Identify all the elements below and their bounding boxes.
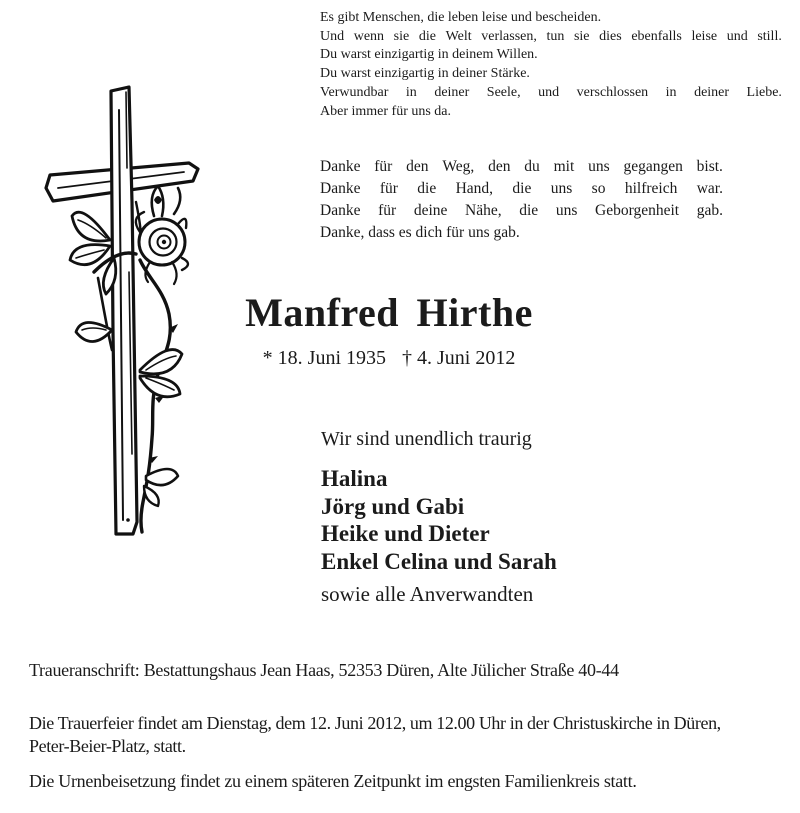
- thanks-block: [320, 156, 723, 244]
- rose-leaf-cluster-right: [140, 350, 182, 397]
- thanks-line: Danke für die Hand, die uns so hilfreich war.: [320, 180, 723, 197]
- mourners-block: [321, 427, 557, 607]
- funeral-service-line: Die Trauerfeier findet am Dienstag, dem 12. Juni 2012, um 12.00 Uhr in der Christuskirche in Düren,: [29, 713, 721, 733]
- rose-leaf-cluster-left: [70, 212, 116, 294]
- mourner-name: Heike und Dieter: [321, 521, 490, 546]
- poem-line: Du warst einzigartig in deiner Stärke.: [320, 66, 530, 82]
- deceased-name: Manfred Hirthe: [245, 290, 533, 335]
- thanks-line: Danke für deine Nähe, die uns Geborgenheit gab.: [320, 202, 723, 219]
- mourner-name: Jörg und Gabi: [321, 493, 465, 519]
- mourning-outro: sowie alle Anverwandten: [321, 582, 534, 606]
- mourner-name: Halina: [321, 466, 388, 491]
- mourner-list: [321, 465, 557, 575]
- rose-bloom: [136, 212, 188, 284]
- rose-leaf-bottom: [144, 469, 178, 506]
- funeral-service-line: Peter-Beier-Platz, statt.: [29, 736, 186, 756]
- burial-info: Die Urnenbeisetzung findet zu einem späteren Zeitpunkt im engsten Familienkreis statt.: [29, 771, 637, 791]
- death-date: † 4. Juni 2012: [402, 347, 516, 369]
- life-dates: [228, 346, 550, 370]
- thanks-line: Danke für den Weg, den du mit uns gegangen bist.: [320, 158, 723, 175]
- funeral-address: Traueranschrift: Bestattungshaus Jean Haas, 52353 Düren, Alte Jülicher Straße 40-44: [29, 660, 619, 680]
- poem-line: Und wenn sie die Welt verlassen, tun sie dies ebenfalls leise und still.: [320, 28, 782, 44]
- thanks-line: Danke, dass es dich für uns gab.: [320, 224, 520, 241]
- poem-line: Aber immer für uns da.: [320, 103, 452, 119]
- rose-bud: [154, 196, 162, 204]
- poem-block: [320, 9, 782, 121]
- poem-line: Es gibt Menschen, die leben leise und bescheiden.: [320, 10, 602, 25]
- mourner-name: Enkel Celina und Sarah: [321, 548, 557, 574]
- cross-with-rose-illustration: [36, 82, 210, 546]
- rose-sepals: [152, 186, 181, 216]
- cross-with-rose-icon: [36, 82, 210, 546]
- poem-line: Du warst einzigartig in deinem Willen.: [320, 47, 538, 63]
- mourning-intro: Wir sind unendlich traurig: [321, 428, 532, 450]
- poem-line: Verwundbar in deiner Seele, und verschlossen in deiner Liebe.: [320, 84, 782, 100]
- deceased-block: [228, 291, 550, 370]
- funeral-service-info: [29, 712, 721, 758]
- cross-upright: [111, 87, 137, 534]
- birth-date: * 18. Juni 1935: [262, 347, 386, 369]
